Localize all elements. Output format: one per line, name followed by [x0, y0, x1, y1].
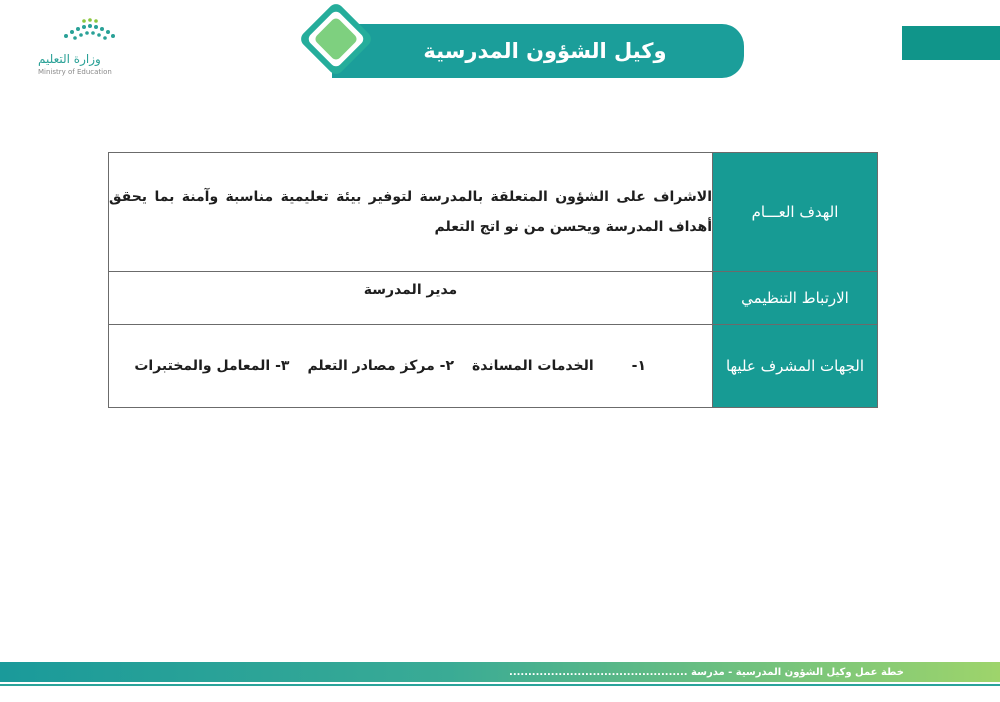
table-row-link	[109, 272, 878, 325]
header-accent-bar	[902, 26, 1000, 60]
units-label: الجهات المشرف عليها	[713, 325, 878, 408]
role-info-table	[108, 152, 878, 408]
goal-label: الهدف العـــام	[713, 153, 878, 272]
unit-item-3: ٣- المعامل والمختبرات	[134, 358, 290, 374]
link-label: الارتباط التنظيمي	[713, 272, 878, 325]
ministry-logo	[14, 14, 114, 84]
unit-item-1: الخدمات المساندة	[471, 358, 594, 374]
logo-arabic-text: وزارة التعليم	[38, 52, 101, 66]
logo-dots-icon	[62, 18, 116, 44]
link-value: مدير المدرسة	[109, 272, 713, 325]
unit-item-2: ٢- مركز مصادر التعلم	[307, 358, 454, 374]
goal-text: الاشراف على الشؤون المتعلقة بالمدرسة لتوفير بيئة تعليمية مناسبة وآمنة بما يحقق أهداف المدرسة ويحسن من نو اتج التعلم	[109, 153, 713, 272]
footer-line	[0, 684, 1000, 686]
footer-text: خطة عمل وكيل الشؤون المدرسية - مدرسة ...............................................	[509, 667, 904, 678]
table-row-goal	[109, 153, 878, 272]
logo-english-text: Ministry of Education	[38, 68, 112, 76]
unit-item-1-number: ١-	[631, 358, 646, 374]
units-list	[109, 358, 712, 374]
table-row-units	[109, 325, 878, 408]
page-title: وكيل الشؤون المدرسية	[423, 39, 667, 63]
units-cell	[109, 325, 713, 408]
